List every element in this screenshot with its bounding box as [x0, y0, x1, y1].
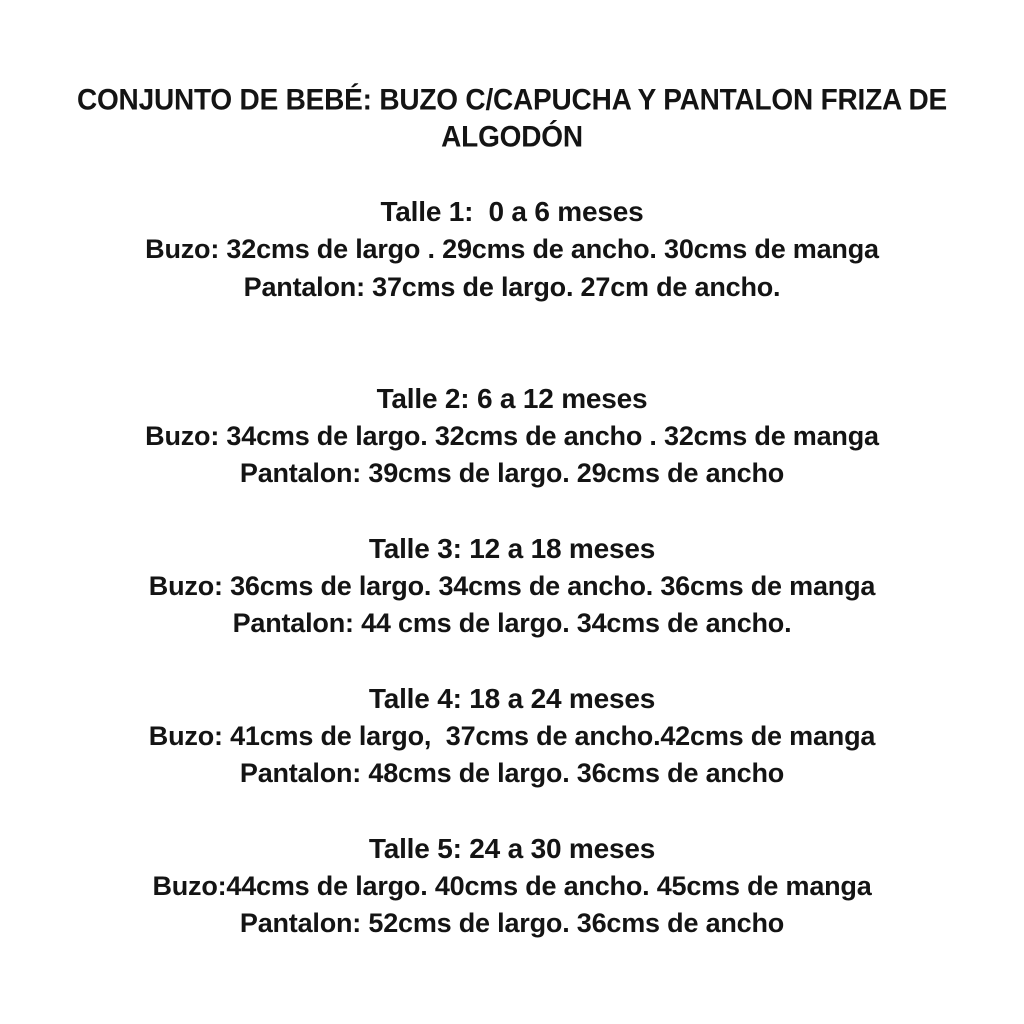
size-1-heading: Talle 1: 0 a 6 meses [380, 196, 644, 227]
document-title-line-1: CONJUNTO DE BEBÉ: BUZO C/CAPUCHA Y PANTALON FRIZA DE [76, 83, 948, 116]
size-2-pantalon-measurements: Pantalon: 39cms de largo. 29cms de ancho [239, 458, 785, 488]
size-1-pantalon-measurements: Pantalon: 37cms de largo. 27cm de ancho. [243, 272, 781, 302]
size-2-buzo-measurements: Buzo: 34cms de largo. 32cms de ancho . 32cms de manga [145, 421, 879, 451]
size-3-pantalon-measurements: Pantalon: 44 cms de largo. 34cms de ancho. [232, 608, 792, 638]
size-5-heading: Talle 5: 24 a 30 meses [368, 833, 656, 864]
size-3-heading: Talle 3: 12 a 18 meses [368, 533, 656, 564]
size-3-buzo-measurements: Buzo: 36cms de largo. 34cms de ancho. 36cms de manga [148, 571, 876, 601]
document-title-line-2: ALGODÓN [441, 120, 583, 153]
size-1-buzo-measurements: Buzo: 32cms de largo . 29cms de ancho. 30cms de manga [145, 234, 879, 264]
size-5-pantalon-measurements: Pantalon: 52cms de largo. 36cms de ancho [239, 908, 785, 938]
size-5-buzo-measurements: Buzo:44cms de largo. 40cms de ancho. 45cms de manga [152, 871, 872, 901]
size-2-heading: Talle 2: 6 a 12 meses [376, 383, 648, 414]
size-4-buzo-measurements: Buzo: 41cms de largo, 37cms de ancho.42cms de manga [148, 721, 876, 751]
size-4-pantalon-measurements: Pantalon: 48cms de largo. 36cms de ancho [239, 758, 785, 788]
size-4-heading: Talle 4: 18 a 24 meses [368, 683, 656, 714]
